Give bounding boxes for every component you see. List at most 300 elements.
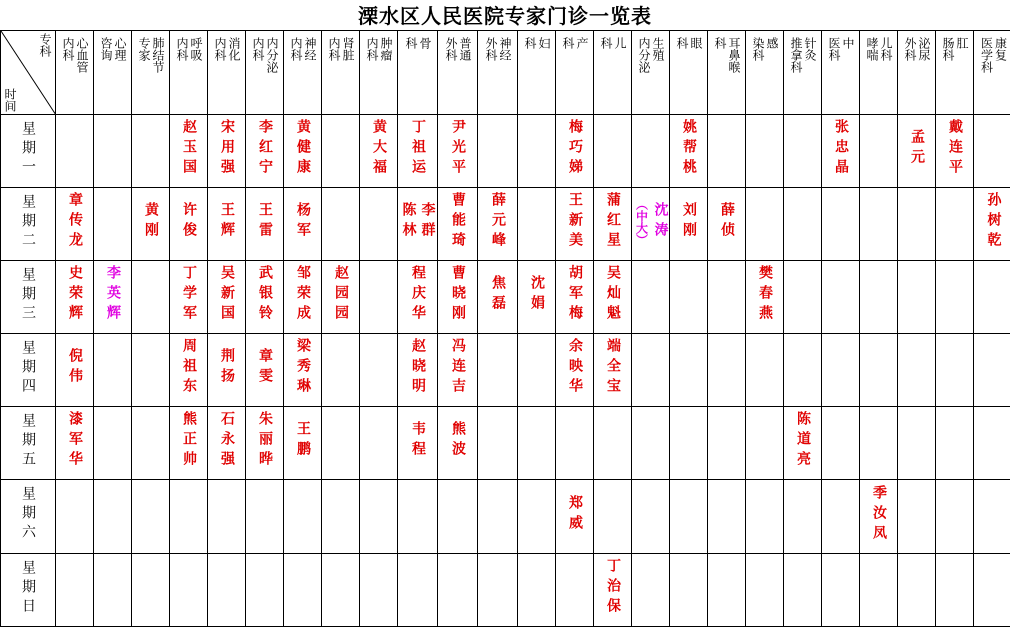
schedule-cell — [94, 261, 132, 334]
doctor-name: 吴新国 — [219, 265, 235, 325]
schedule-cell — [438, 334, 478, 407]
schedule-cell — [132, 115, 170, 188]
schedule-cell — [478, 261, 518, 334]
schedule-cell — [518, 188, 556, 261]
schedule-cell — [438, 261, 478, 334]
schedule-cell — [322, 188, 360, 261]
doctor-name: 武银铃 — [257, 265, 273, 325]
schedule-cell — [56, 480, 94, 554]
schedule-cell — [632, 407, 670, 480]
schedule-cell — [208, 115, 246, 188]
doctor-name: 漆军华 — [67, 411, 83, 471]
schedule-cell — [132, 554, 170, 627]
schedule-cell — [898, 407, 936, 480]
dept-header-text: 心理 — [113, 36, 127, 61]
dept-header — [518, 31, 556, 115]
schedule-cell — [170, 188, 208, 261]
schedule-cell — [322, 480, 360, 554]
day-label: 星期一 — [20, 120, 36, 178]
schedule-cell — [974, 188, 1010, 261]
dept-header-text: 专家 — [137, 36, 151, 61]
schedule-cell — [860, 407, 898, 480]
dept-header — [974, 31, 1010, 115]
dept-header — [936, 31, 974, 115]
dept-header-text: 内科 — [327, 36, 341, 61]
dept-header-text: 内分泌 — [265, 36, 279, 73]
schedule-cell — [936, 554, 974, 627]
dept-header-text: 科 — [599, 36, 613, 49]
doctor-name: 李群 — [419, 202, 436, 242]
doctor-name: 焦磊 — [490, 275, 506, 315]
schedule-cell — [322, 554, 360, 627]
schedule-cell — [784, 115, 822, 188]
dept-header — [556, 31, 594, 115]
schedule-cell — [594, 115, 632, 188]
dept-header-text: 外科 — [444, 36, 458, 61]
doctor-name: 赵晓明 — [410, 338, 426, 398]
schedule-cell — [974, 115, 1010, 188]
day-cell — [1, 407, 56, 480]
doctor-name: 李英辉 — [105, 265, 121, 325]
dept-header-text: 肛 — [955, 36, 969, 49]
dept-header-text: 外科 — [903, 36, 917, 61]
dept-header — [438, 31, 478, 115]
schedule-cell — [132, 261, 170, 334]
dept-header-text: 肾脏 — [341, 36, 355, 61]
dept-header-text: 肠科 — [941, 36, 955, 61]
schedule-cell — [94, 115, 132, 188]
schedule-cell — [898, 554, 936, 627]
dept-header-text: 内科 — [289, 36, 303, 61]
schedule-cell — [708, 188, 746, 261]
doctor-name: 尹光平 — [450, 119, 466, 179]
schedule-cell — [974, 407, 1010, 480]
doctor-name: 丁治保 — [605, 558, 621, 618]
doctor-name: 熊正帅 — [181, 411, 197, 471]
schedule-cell — [860, 334, 898, 407]
schedule-cell — [170, 480, 208, 554]
dept-header-text: 生殖 — [651, 36, 665, 61]
doctor-name: 姚帮桃 — [681, 119, 697, 179]
schedule-cell — [322, 407, 360, 480]
schedule-cell — [438, 188, 478, 261]
doctor-name: 韦程 — [410, 421, 426, 461]
schedule-cell — [822, 115, 860, 188]
schedule-cell — [94, 480, 132, 554]
table-row — [1, 115, 1010, 188]
dept-header — [708, 31, 746, 115]
dept-header-text: 内科 — [251, 36, 265, 61]
schedule-cell — [822, 554, 860, 627]
doctor-name: 陈道亮 — [795, 411, 811, 471]
schedule-cell — [208, 480, 246, 554]
schedule-cell — [784, 334, 822, 407]
page-title: 溧水区人民医院专家门诊一览表 — [358, 4, 652, 28]
schedule-cell — [478, 554, 518, 627]
doctor-name: 郑威 — [567, 494, 583, 535]
schedule-cell — [746, 188, 784, 261]
doctor-name: 王雷 — [257, 202, 273, 242]
dept-header-text: 产 — [575, 36, 589, 49]
dept-header-text: 骨 — [418, 36, 432, 49]
schedule-cell — [556, 115, 594, 188]
schedule-cell — [94, 554, 132, 627]
schedule-cell — [56, 188, 94, 261]
dept-header-text: 科 — [713, 36, 727, 49]
doctor-name: 王鹏 — [295, 421, 311, 461]
day-cell — [1, 480, 56, 554]
schedule-cell — [594, 407, 632, 480]
schedule-cell — [936, 188, 974, 261]
schedule-cell — [360, 334, 398, 407]
dept-header-text: 呼吸 — [189, 36, 203, 61]
schedule-cell — [478, 480, 518, 554]
doctor-name: 王新美 — [567, 192, 583, 252]
schedule-cell — [784, 480, 822, 554]
dept-header — [94, 31, 132, 115]
doctor-name: 丁学军 — [181, 265, 197, 325]
schedule-cell — [746, 407, 784, 480]
schedule-cell — [322, 334, 360, 407]
schedule-cell — [478, 407, 518, 480]
dept-header-text: 内科 — [61, 36, 75, 61]
schedule-cell — [708, 554, 746, 627]
schedule-cell — [284, 334, 322, 407]
schedule-cell — [398, 334, 438, 407]
doctor-name: 丁祖运 — [410, 119, 426, 179]
schedule-cell — [632, 188, 670, 261]
schedule-cell — [632, 480, 670, 554]
schedule-cell — [822, 480, 860, 554]
dept-header-text: 感 — [765, 36, 779, 49]
schedule-cell — [898, 480, 936, 554]
schedule-cell — [632, 115, 670, 188]
schedule-cell — [56, 261, 94, 334]
doctor-name: 沈涛 — [652, 202, 669, 242]
day-cell — [1, 334, 56, 407]
schedule-cell — [784, 188, 822, 261]
schedule-cell — [936, 334, 974, 407]
schedule-cell — [556, 334, 594, 407]
schedule-cell — [670, 261, 708, 334]
schedule-cell — [284, 115, 322, 188]
schedule-cell — [670, 554, 708, 627]
schedule-cell — [438, 407, 478, 480]
table-row — [1, 480, 1010, 554]
schedule-cell — [94, 407, 132, 480]
doctor-name: 倪伟 — [67, 348, 83, 388]
dept-header-text: 耳鼻喉 — [727, 36, 741, 73]
dept-header-text: 心血管 — [75, 36, 89, 73]
dept-header-text: 医学科 — [979, 36, 994, 73]
dept-header — [132, 31, 170, 115]
dept-header-text: 神经 — [498, 36, 512, 61]
schedule-cell — [208, 554, 246, 627]
day-label: 星期五 — [20, 412, 36, 470]
schedule-cell — [246, 334, 284, 407]
dept-header-text: 中 — [841, 36, 855, 49]
schedule-cell — [246, 261, 284, 334]
doctor-name: 章雯 — [257, 348, 273, 388]
corner-header — [1, 31, 56, 115]
dept-header-text: 妇 — [537, 36, 551, 49]
dept-header-text: 内科 — [365, 36, 379, 61]
doctor-name: 曹能琦 — [450, 192, 466, 252]
schedule-cell — [594, 554, 632, 627]
doctor-name: 梁秀琳 — [295, 338, 311, 398]
dept-header-text: 咨询 — [99, 36, 113, 61]
dept-header-text: 肿瘤 — [379, 36, 393, 61]
doctor-name: 程庆华 — [410, 265, 426, 325]
doctor-name: 史荣辉 — [67, 265, 83, 325]
doctor-name: 薛侦 — [719, 202, 735, 242]
doctor-name: 端全宝 — [605, 338, 621, 398]
schedule-cell — [518, 115, 556, 188]
dept-header — [170, 31, 208, 115]
schedule-cell — [246, 115, 284, 188]
table-row — [1, 188, 1010, 261]
doctor-name: 章传龙 — [67, 192, 83, 252]
doctor-name: 蒲红星 — [605, 192, 621, 252]
schedule-cell — [594, 480, 632, 554]
doctor-name: 赵园园 — [333, 265, 349, 325]
schedule-cell — [438, 480, 478, 554]
dept-header — [670, 31, 708, 115]
table-row — [1, 334, 1010, 407]
dept-header-text: 神经 — [303, 36, 317, 61]
dept-header-text: 内科 — [213, 36, 227, 61]
dept-header-text: 消化 — [227, 36, 241, 61]
doctor-name: 熊波 — [450, 421, 466, 461]
dept-header-text: 康复 — [993, 36, 1008, 61]
doctor-name: 樊春燕 — [757, 265, 773, 325]
schedule-cell — [784, 261, 822, 334]
doctor-name: 黄刚 — [143, 202, 159, 242]
doctor-name: 胡军梅 — [567, 265, 583, 325]
corner-specialty-label: 专科 — [38, 33, 52, 57]
schedule-cell — [208, 188, 246, 261]
schedule-cell — [94, 188, 132, 261]
schedule-cell — [518, 554, 556, 627]
dept-header-text: 外科 — [484, 36, 498, 61]
schedule-cell — [784, 554, 822, 627]
doctor-name: 王辉 — [219, 202, 235, 242]
schedule-cell — [56, 115, 94, 188]
dept-header-text: 科 — [561, 36, 575, 49]
doctor-name: 黄大福 — [371, 119, 387, 179]
schedule-cell — [284, 554, 322, 627]
schedule-cell — [708, 480, 746, 554]
dept-header-text: 儿 — [613, 36, 627, 49]
schedule-cell — [746, 480, 784, 554]
schedule-cell — [556, 480, 594, 554]
schedule-cell — [360, 407, 398, 480]
schedule-cell — [670, 115, 708, 188]
schedule-table — [0, 30, 1010, 627]
schedule-cell — [518, 480, 556, 554]
schedule-cell — [670, 334, 708, 407]
schedule-cell — [632, 261, 670, 334]
day-label: 星期四 — [20, 339, 36, 397]
doctor-name: 陈林 — [400, 202, 417, 242]
dept-header — [632, 31, 670, 115]
schedule-cell — [746, 554, 784, 627]
schedule-cell — [56, 334, 94, 407]
schedule-cell — [936, 261, 974, 334]
schedule-cell — [170, 407, 208, 480]
schedule-cell — [360, 188, 398, 261]
schedule-cell — [398, 115, 438, 188]
dept-header-text: 染科 — [751, 36, 765, 61]
doctor-name: 季汝凤 — [871, 484, 887, 545]
schedule-cell — [632, 554, 670, 627]
dept-header — [860, 31, 898, 115]
dept-header — [208, 31, 246, 115]
doctor-name: 许俊 — [181, 202, 197, 242]
schedule-cell — [556, 261, 594, 334]
dept-header-text: 科 — [523, 36, 537, 49]
day-cell — [1, 115, 56, 188]
schedule-cell — [860, 188, 898, 261]
schedule-cell — [398, 188, 438, 261]
schedule-cell — [132, 407, 170, 480]
table-row — [1, 554, 1010, 627]
schedule-cell — [322, 261, 360, 334]
schedule-cell — [860, 554, 898, 627]
schedule-cell — [284, 261, 322, 334]
doctor-name: 李红宁 — [257, 119, 273, 179]
schedule-cell — [398, 554, 438, 627]
schedule-cell — [670, 407, 708, 480]
schedule-cell — [974, 334, 1010, 407]
schedule-cell — [594, 261, 632, 334]
day-cell — [1, 554, 56, 627]
dept-header-text: 儿科 — [879, 36, 893, 61]
doctor-name: 戴连平 — [947, 119, 963, 179]
dept-header-text: 内分泌 — [637, 36, 651, 73]
dept-header — [56, 31, 94, 115]
doctor-name: 冯连吉 — [450, 338, 466, 398]
schedule-cell — [398, 480, 438, 554]
dept-header — [822, 31, 860, 115]
schedule-cell — [860, 261, 898, 334]
doctor-name: 杨军 — [295, 202, 311, 242]
schedule-cell — [170, 554, 208, 627]
day-cell — [1, 261, 56, 334]
doctor-name: 邹荣成 — [295, 265, 311, 325]
schedule-cell — [708, 334, 746, 407]
schedule-cell — [822, 188, 860, 261]
schedule-cell — [974, 261, 1010, 334]
schedule-cell — [518, 334, 556, 407]
dept-header-text: 哮喘 — [865, 36, 879, 61]
schedule-cell — [360, 261, 398, 334]
table-row — [1, 407, 1010, 480]
dept-header — [898, 31, 936, 115]
doctor-name: 石永强 — [219, 411, 235, 471]
dept-header-text: 普通 — [458, 36, 472, 61]
schedule-cell — [208, 261, 246, 334]
doctor-name: 余映华 — [567, 338, 583, 398]
schedule-cell — [246, 188, 284, 261]
dept-header — [246, 31, 284, 115]
schedule-cell — [822, 407, 860, 480]
schedule-cell — [594, 334, 632, 407]
doctor-name: （中大） — [634, 198, 649, 246]
dept-header-text: 肺结节 — [151, 36, 165, 73]
day-label: 星期三 — [20, 266, 36, 324]
dept-header-text: 内科 — [175, 36, 189, 61]
schedule-cell — [746, 115, 784, 188]
doctor-name: 荆扬 — [219, 348, 235, 388]
doctor-name: 朱丽晔 — [257, 411, 273, 471]
schedule-cell — [398, 407, 438, 480]
schedule-cell — [246, 554, 284, 627]
schedule-cell — [860, 480, 898, 554]
dept-header-text: 医科 — [827, 36, 841, 61]
schedule-cell — [556, 407, 594, 480]
dept-header — [746, 31, 784, 115]
doctor-name: 黄健康 — [295, 119, 311, 179]
dept-header — [784, 31, 822, 115]
schedule-cell — [438, 115, 478, 188]
dept-header — [360, 31, 398, 115]
schedule-cell — [132, 480, 170, 554]
doctor-name: 沈娟 — [529, 275, 545, 315]
day-cell — [1, 188, 56, 261]
schedule-cell — [208, 407, 246, 480]
schedule-cell — [284, 407, 322, 480]
dept-header — [478, 31, 518, 115]
schedule-cell — [936, 115, 974, 188]
doctor-name: 吴灿魁 — [605, 265, 621, 325]
schedule-cell — [170, 115, 208, 188]
schedule-cell — [594, 188, 632, 261]
schedule-cell — [398, 261, 438, 334]
dept-header — [398, 31, 438, 115]
schedule-cell — [478, 188, 518, 261]
dept-header-text: 眼 — [689, 36, 703, 49]
corner-time-label: 时间 — [3, 88, 17, 112]
schedule-cell — [556, 188, 594, 261]
dept-header — [322, 31, 360, 115]
doctor-name: 赵玉国 — [181, 119, 197, 179]
doctor-name: 张忠晶 — [833, 119, 849, 179]
dept-header-text: 科 — [404, 36, 418, 49]
schedule-cell — [56, 407, 94, 480]
doctor-name: 孟元 — [909, 129, 925, 169]
dept-header-text: 泌尿 — [917, 36, 931, 61]
dept-header — [594, 31, 632, 115]
schedule-cell — [170, 261, 208, 334]
schedule-cell — [860, 115, 898, 188]
day-label: 星期日 — [20, 559, 36, 617]
dept-header-text: 推拿科 — [789, 36, 803, 73]
schedule-cell — [708, 115, 746, 188]
schedule-cell — [974, 480, 1010, 554]
schedule-cell — [898, 188, 936, 261]
schedule-cell — [518, 261, 556, 334]
schedule-cell — [670, 480, 708, 554]
schedule-cell — [822, 334, 860, 407]
schedule-cell — [246, 480, 284, 554]
schedule-cell — [132, 334, 170, 407]
table-row — [1, 261, 1010, 334]
day-label: 星期六 — [20, 486, 36, 543]
doctor-name: 梅巧娣 — [567, 119, 583, 179]
schedule-cell — [246, 407, 284, 480]
doctor-name: 孙树乾 — [985, 192, 1002, 252]
